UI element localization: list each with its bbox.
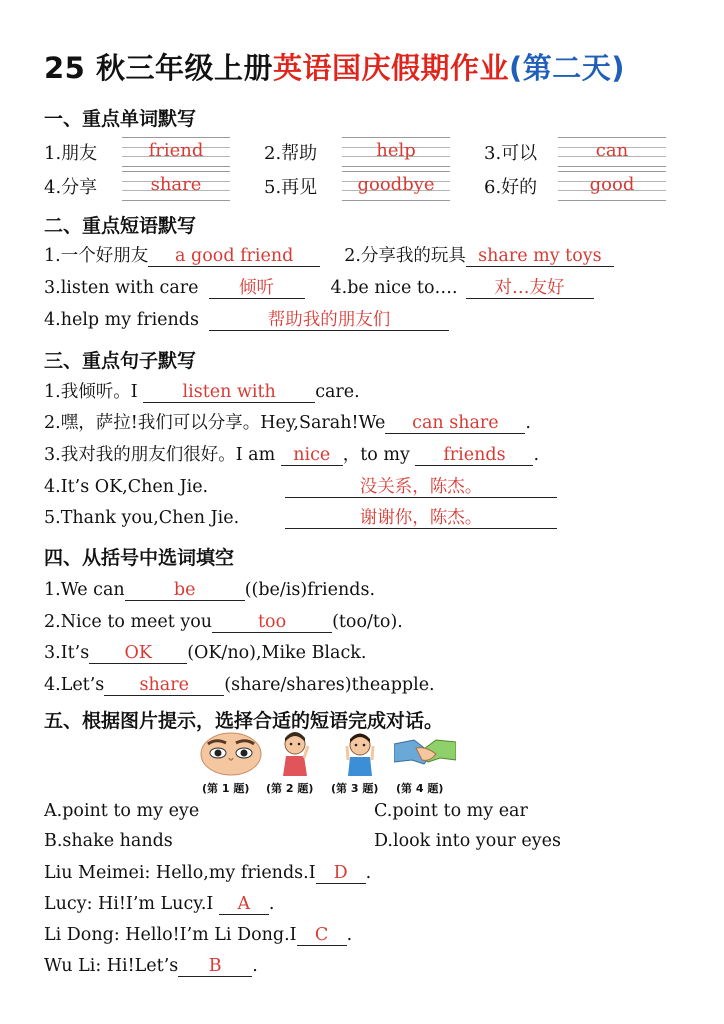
caption-2: (第 2 题) <box>266 782 314 795</box>
phrase-prompt-5: 4.help my friends <box>44 310 199 330</box>
sentence-answer-3a: nice <box>281 445 343 466</box>
word-box-3 <box>558 137 666 167</box>
caption-3: (第 3 题) <box>331 782 379 795</box>
title-day: (第二天) <box>508 51 625 85</box>
dialog-prompt-3: Li Dong: Hello!I’m Li Dong.I <box>44 925 297 945</box>
caption-4: (第 4 题) <box>396 782 444 795</box>
choice-answer-3: OK <box>89 643 187 664</box>
word-box-2 <box>342 137 450 167</box>
sentence-answer-1: listen with <box>143 382 315 403</box>
section-4-heading: 四、从括号中选词填空 <box>44 547 235 569</box>
dialog-answer-3: C <box>297 925 347 946</box>
word-label-2: 2.帮助 <box>264 143 318 164</box>
choice-answer-2: too <box>212 612 332 633</box>
dialog-line-4 <box>44 955 258 977</box>
phrase-answer-3: 倾听 <box>209 278 305 299</box>
word-answer-4: share <box>150 174 202 195</box>
dialog-prompt-4: Wu Li: Hi!Let’s <box>44 956 179 976</box>
word-answer-5: goodbye <box>357 174 435 195</box>
choice-prompt-2: 2.Nice to meet you <box>44 612 213 632</box>
sentence-prompt-3: 3.我对我的朋友们很好。I am <box>44 445 281 465</box>
choice-options-1: ((be/is)friends. <box>244 580 376 600</box>
phrase-line-3 <box>44 309 449 331</box>
word-answer-3: can <box>595 140 629 161</box>
handshake-icon <box>394 732 456 776</box>
option-b: B.shake hands <box>44 831 173 851</box>
phrase-prompt-1: 1.一个好朋友 <box>44 246 149 266</box>
sentence-prompt-1: 1.我倾听。I <box>44 382 144 402</box>
sentence-answer-4-text: 没关系，陈杰。 <box>285 477 557 498</box>
choice-answer-4: share <box>104 675 224 696</box>
girl-pointing-eye-icon <box>278 732 312 778</box>
word-answer-2: help <box>376 140 416 161</box>
dialog-line-2 <box>44 893 274 915</box>
choice-line-2 <box>44 611 403 633</box>
sentence-answer-4 <box>285 476 557 498</box>
word-box-6 <box>558 171 666 201</box>
choice-line-4 <box>44 674 435 696</box>
sentence-tail-2: . <box>525 413 531 433</box>
phrase-answer-2: share my toys <box>466 246 614 267</box>
phrase-prompt-2: 2.分享我的玩具 <box>344 246 466 266</box>
sentence-tail-3: . <box>533 445 540 465</box>
section-3-heading: 三、重点句子默写 <box>44 350 197 372</box>
phrase-answer-1: a good friend <box>148 246 320 267</box>
word-answer-6: good <box>589 174 635 195</box>
phrase-prompt-4: 4.be nice to…. <box>330 278 458 298</box>
sentence-line-4 <box>44 476 208 498</box>
word-answer-1: friend <box>148 140 204 161</box>
dialog-tail-3: . <box>346 925 353 945</box>
sentence-answer-5-text: 谢谢你，陈杰。 <box>285 508 557 529</box>
sentence-mid-3: ，to my <box>342 445 416 465</box>
sentence-answer-3b: friends <box>415 445 533 466</box>
choice-options-4: (share/shares)theapple. <box>224 675 435 695</box>
option-d: D.look into your eyes <box>374 831 562 851</box>
page-title <box>44 46 625 87</box>
option-a: A.point to my eye <box>44 801 200 821</box>
dialog-tail-4: . <box>252 956 258 976</box>
phrase-line-2 <box>44 277 594 299</box>
phrase-answer-5: 帮助我的朋友们 <box>209 310 449 331</box>
section-5-heading: 五、根据图片提示，选择合适的短语完成对话。 <box>44 710 444 732</box>
dialog-tail-1: . <box>365 863 372 883</box>
word-label-4: 4.分享 <box>44 177 98 198</box>
title-main: 英语国庆假期作业 <box>272 51 509 85</box>
sentence-answer-5 <box>285 507 557 529</box>
sentence-prompt-2: 2.嘿，萨拉!我们可以分享。Hey,Sarah!We <box>44 413 386 433</box>
word-box-5 <box>342 171 450 201</box>
word-box-1 <box>122 137 230 167</box>
sentence-line-3 <box>44 444 539 466</box>
section-1-heading: 一、重点单词默写 <box>44 108 197 130</box>
word-label-1: 1.朋友 <box>44 143 98 164</box>
dialog-tail-2: . <box>268 894 275 914</box>
option-c: C.point to my ear <box>374 801 528 821</box>
title-prefix: 25 秋三年级上册 <box>44 51 273 85</box>
sentence-line-1 <box>44 381 360 403</box>
sentence-line-2 <box>44 412 531 434</box>
picture-hints <box>198 732 468 794</box>
dialog-line-1 <box>44 862 371 884</box>
sentence-prompt-5: 5.Thank you,Chen Jie. <box>44 508 240 528</box>
sentence-tail-1: care. <box>315 382 360 402</box>
eyes-face-icon <box>200 732 262 776</box>
choice-answer-1: be <box>125 580 245 601</box>
word-box-4 <box>122 171 230 201</box>
dialog-answer-2: A <box>219 894 269 915</box>
choice-line-1 <box>44 579 375 601</box>
choice-prompt-1: 1.We can <box>44 580 125 600</box>
choice-line-3 <box>44 642 366 664</box>
word-label-3: 3.可以 <box>484 143 538 164</box>
phrase-line-1 <box>44 245 614 267</box>
choice-options-2: (too/to). <box>332 612 403 632</box>
sentence-prompt-4: 4.It’s OK,Chen Jie. <box>44 477 209 497</box>
choice-prompt-3: 3.It’s <box>44 643 90 663</box>
word-label-5: 5.再见 <box>264 177 318 198</box>
dialog-line-3 <box>44 924 352 946</box>
section-2-heading: 二、重点短语默写 <box>44 215 197 237</box>
dialog-prompt-2: Lucy: Hi!I’m Lucy.I <box>44 894 219 914</box>
choice-options-3: (OK/no),Mike Black. <box>187 643 367 663</box>
dialog-prompt-1: Liu Meimei: Hello,my friends.I <box>44 863 316 883</box>
sentence-answer-2: can share <box>385 413 525 434</box>
caption-1: (第 1 题) <box>202 782 250 795</box>
dialog-answer-1: D <box>316 863 366 884</box>
phrase-answer-4: 对…友好 <box>466 278 594 299</box>
choice-prompt-4: 4.Let’s <box>44 675 105 695</box>
sentence-line-5 <box>44 507 239 529</box>
phrase-prompt-3: 3.listen with care <box>44 278 199 298</box>
boy-pointing-ear-icon <box>340 732 380 778</box>
word-label-6: 6.好的 <box>484 177 538 198</box>
dialog-answer-4: B <box>178 956 252 977</box>
